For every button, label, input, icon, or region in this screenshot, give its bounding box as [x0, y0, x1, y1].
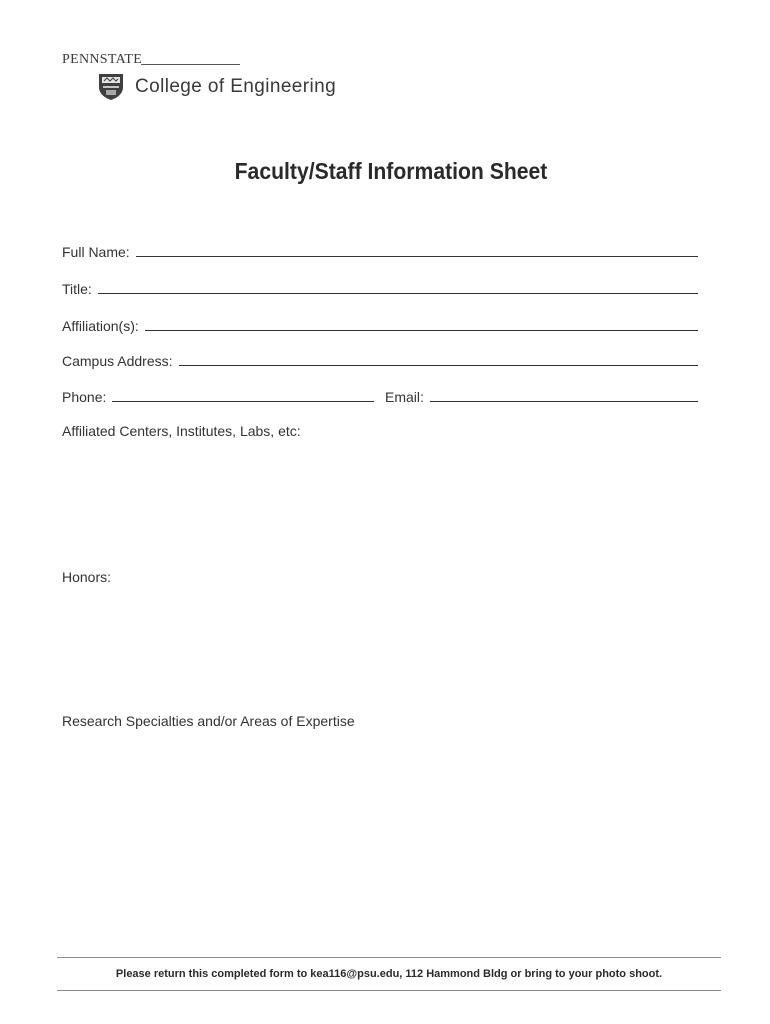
- title-field[interactable]: [62, 277, 698, 297]
- research-specialties-label: Research Specialties and/or Areas of Expertise: [62, 713, 355, 729]
- penn-state-wordmark: PENNSTATE: [62, 52, 143, 67]
- full-name-field[interactable]: [62, 240, 698, 260]
- campus-address-field[interactable]: [62, 349, 698, 369]
- phone-line[interactable]: [112, 385, 374, 402]
- email-label: Email:: [385, 389, 424, 405]
- footer-top-rule: [57, 957, 721, 958]
- phone-field[interactable]: [62, 385, 374, 405]
- honors-label: Honors:: [62, 569, 112, 585]
- full-name-label: Full Name:: [62, 244, 130, 260]
- email-field[interactable]: [385, 385, 698, 405]
- footer-note: Please return this completed form to kea116@psu.edu, 112 Hammond Bldg or bring to your photo shoot.: [115, 968, 663, 980]
- title-label: Title:: [62, 281, 92, 297]
- page-title: Faculty/Staff Information Sheet: [234, 158, 548, 184]
- campus-address-label: Campus Address:: [62, 353, 173, 369]
- logo-rule: [141, 64, 240, 65]
- full-name-line[interactable]: [136, 240, 698, 257]
- campus-address-line[interactable]: [179, 349, 699, 366]
- affiliations-line[interactable]: [145, 314, 698, 331]
- phone-label: Phone:: [62, 389, 107, 405]
- title-line[interactable]: [98, 277, 698, 294]
- penn-state-shield-icon: [98, 73, 124, 101]
- affiliations-label: Affiliation(s):: [62, 318, 139, 334]
- college-name: College of Engineering: [135, 76, 337, 97]
- affiliations-field[interactable]: [62, 314, 698, 334]
- affiliated-centers-label: Affiliated Centers, Institutes, Labs, etc:: [62, 423, 301, 439]
- college-logo: [62, 52, 382, 102]
- email-line[interactable]: [430, 385, 698, 402]
- footer-bottom-rule: [57, 990, 721, 991]
